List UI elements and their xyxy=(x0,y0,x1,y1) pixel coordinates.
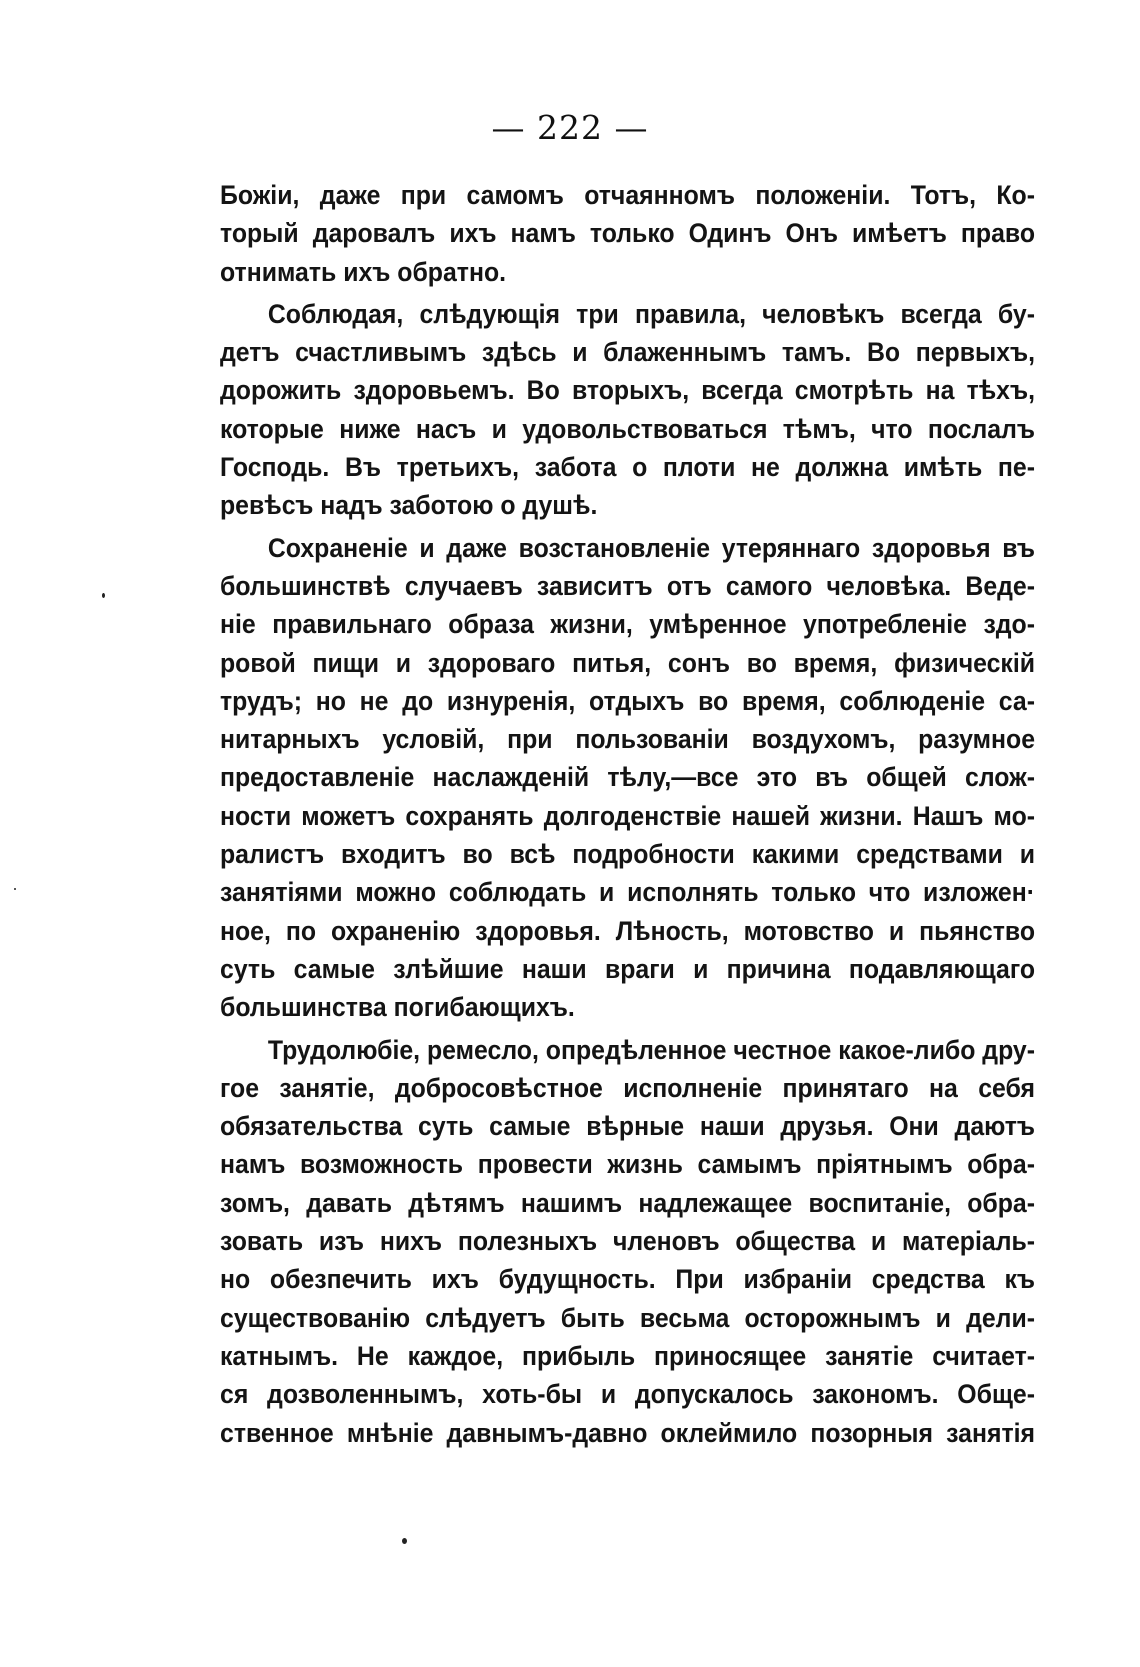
text-line: ности можетъ сохранять долгоденствіе нашей жизни. Нашъ мо- xyxy=(220,800,1036,831)
body-text xyxy=(220,176,1035,1452)
text-line: нитарныхъ условій, при пользованіи воздухомъ, разумное xyxy=(220,724,1036,755)
text-line: зовать изъ нихъ полезныхъ членовъ общества и матеріаль- xyxy=(220,1226,1036,1257)
text-line: Сохраненіе и даже возстановленіе утеряннаго здоровья въ xyxy=(267,532,1036,563)
text-line: занятіями можно соблюдать и исполнять только что изложен· xyxy=(220,877,1036,908)
text-line: намъ возможность провести жизнь самымъ пріятнымъ обра- xyxy=(220,1149,1036,1180)
text-line: обязательства суть самые вѣрные наши друзья. Они даютъ xyxy=(220,1111,1036,1142)
text-line: суть самые злѣйшие наши враги и причина подавляющаго xyxy=(220,953,1036,984)
text-line: катнымъ. Не каждое, прибыль приносящее занятіе считает- xyxy=(220,1340,1036,1371)
paragraph-4 xyxy=(220,1031,1035,1452)
text-line: зомъ, давать дѣтямъ нашимъ надлежащее воспитаніе, обра- xyxy=(220,1187,1036,1218)
text-line: предоставленіе наслажденій тѣлу,—все это въ общей слож- xyxy=(220,762,1036,793)
text-line: ное, по охраненію здоровья. Лѣность, мотовство и пьянство xyxy=(220,915,1036,946)
text-line: ревѣсъ надъ заботою о душѣ. xyxy=(220,490,598,521)
scan-speck xyxy=(14,888,16,890)
text-line: ся дозволеннымъ, хоть-бы и допускалось закономъ. Обще- xyxy=(220,1379,1036,1410)
text-line: торый даровалъ ихъ намъ только Одинъ Онъ имѣетъ право xyxy=(220,218,1036,249)
text-line: большинствѣ случаевъ зависитъ отъ самого человѣка. Веде- xyxy=(220,570,1036,601)
text-line: детъ счастливымъ здѣсь и блаженнымъ тамъ. Во первыхъ, xyxy=(220,337,1036,368)
text-line: ровой пищи и здороваго питья, сонъ во время, физическій xyxy=(220,647,1036,678)
paragraph-2 xyxy=(220,295,1035,525)
text-line: ственное мнѣніе давнымъ-давно оклеймило позорныя занятія xyxy=(220,1417,1036,1448)
page-number: — 222 — xyxy=(491,108,649,147)
text-line: ніе правильнаго образа жизни, умѣренное употребленіе здо- xyxy=(220,609,1036,640)
text-line: большинства погибающихъ. xyxy=(220,992,575,1023)
text-line: гое занятіе, добросовѣстное исполненіе принятаго на себя xyxy=(220,1072,1036,1103)
text-line: которые ниже насъ и удовольствоваться тѣмъ, что послалъ xyxy=(220,413,1036,444)
paragraph-3 xyxy=(220,529,1035,1027)
text-line: Соблюдая, слѣдующія три правила, человѣкъ всегда бу- xyxy=(267,298,1036,329)
paragraph-1 xyxy=(220,176,1035,291)
text-line: но обезпечить ихъ будущность. При избраніи средства къ xyxy=(220,1264,1036,1295)
text-line: Божіи, даже при самомъ отчаянномъ положеніи. Тотъ, Ко- xyxy=(220,180,1036,210)
text-line: Трудолюбіе, ремесло, опредѣленное честное какое-либо дру- xyxy=(267,1034,1036,1065)
scan-speck xyxy=(102,593,105,598)
text-line: дорожить здоровьемъ. Во вторыхъ, всегда смотрѣть на тѣхъ, xyxy=(220,375,1036,406)
text-line: ралистъ входитъ во всѣ подробности какими средствами и xyxy=(220,839,1036,870)
scan-speck xyxy=(402,1538,407,1544)
text-line: Господь. Въ третьихъ, забота о плоти не должна имѣть пе- xyxy=(220,452,1036,483)
text-line: трудъ; но не до изнуренія, отдыхъ во время, соблюденіе са- xyxy=(220,685,1036,716)
text-line: существованію слѣдуетъ быть весьма осторожнымъ и дели- xyxy=(220,1302,1036,1333)
text-line: отнимать ихъ обратно. xyxy=(220,256,507,287)
